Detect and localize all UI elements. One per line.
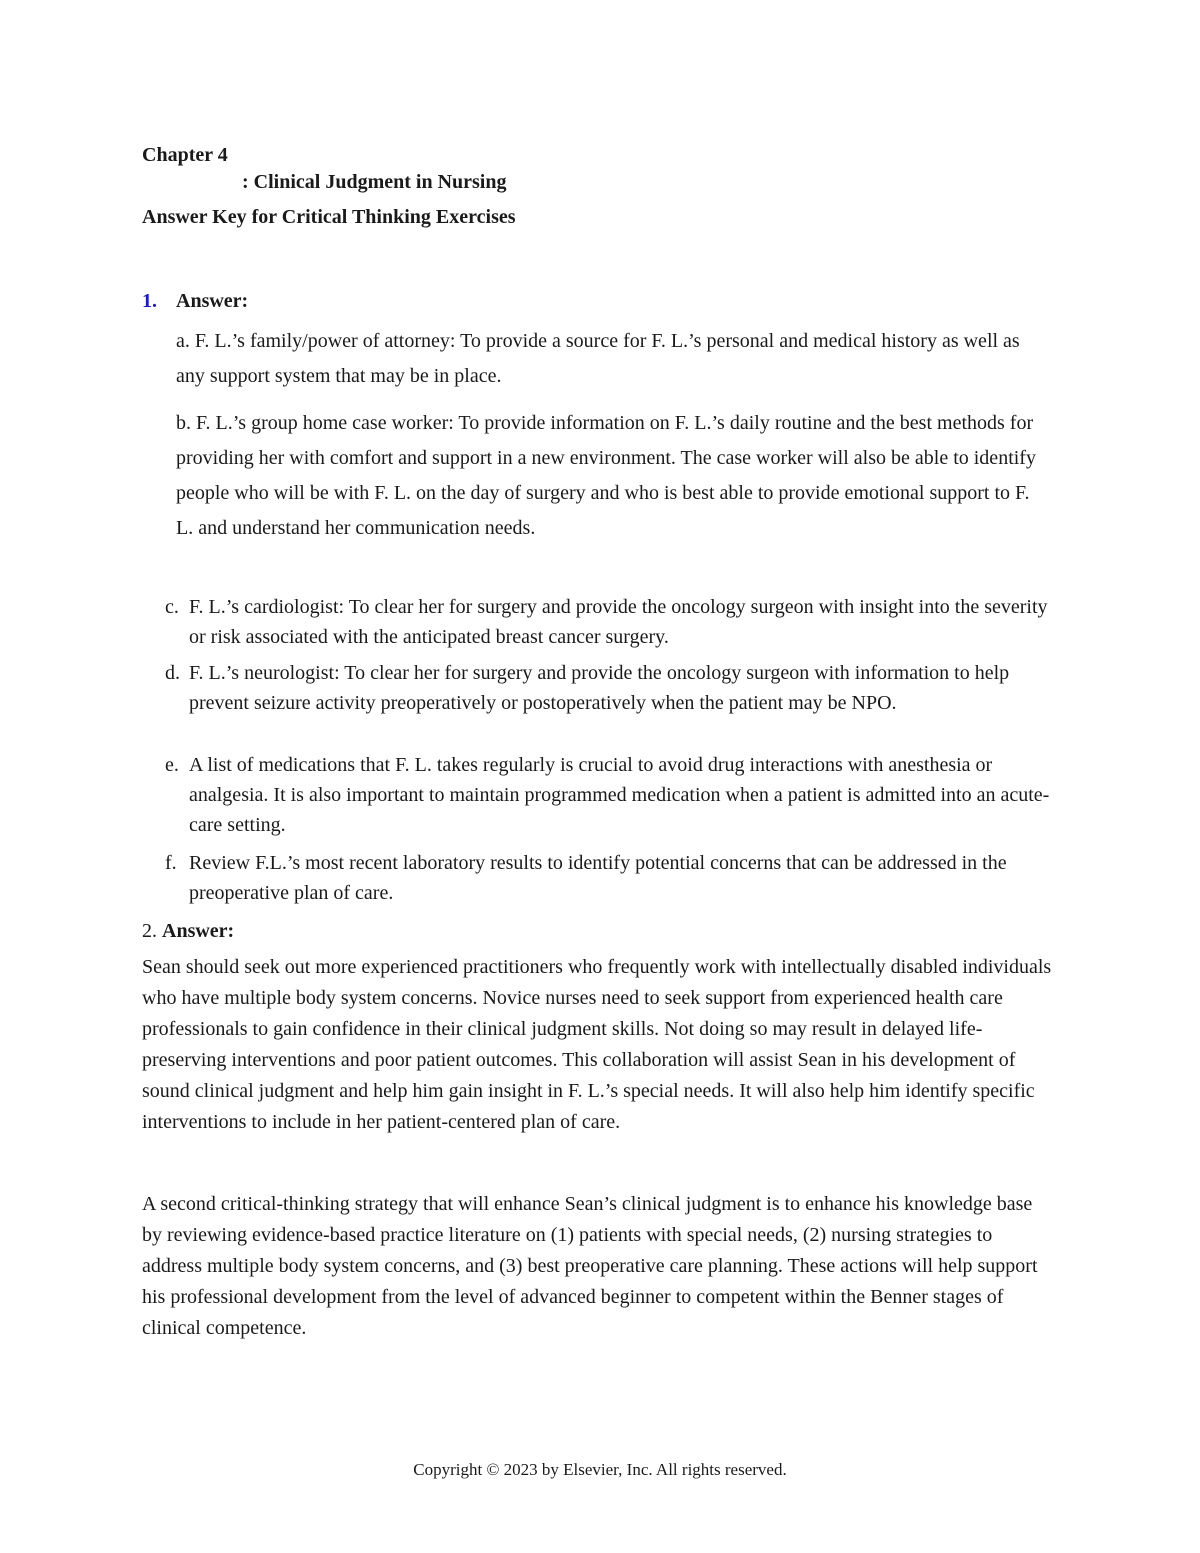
list-item-text: F. L.’s cardiologist: To clear her for surgery and provide the oncology surgeon with insight into the severity or risk associated with the anticipated breast cancer surgery. xyxy=(189,596,1048,648)
list-item-marker: e. xyxy=(165,754,179,776)
answer-2-paragraph-1: Sean should seek out more experienced practitioners who frequently work with intellectually disabled individuals who have multiple body system concerns. Novice nurses need to seek support from experienced health care professionals to gain confidence in their clinical judgment skills. Not doing so may result in delayed life-preserving interventions and poor patient outcomes. This collaboration will assist Sean in his development of sound clinical judgment and help him gain insight in F. L.’s special needs. It will also help him identify specific interventions to include in her patient-centered plan of care. xyxy=(142,956,1052,1133)
question-1-number: 1. xyxy=(142,290,157,312)
copyright-footer: Copyright © 2023 by Elsevier, Inc. All rights reserved. xyxy=(413,1460,787,1479)
chapter-heading: Chapter 4 xyxy=(142,144,228,166)
answer-item-a: a. F. L.’s family/power of attorney: To provide a source for F. L.’s personal and medical history as well as any support system that may be in place. xyxy=(176,330,1020,387)
list-item-marker: f. xyxy=(165,852,177,874)
list-item-marker: d. xyxy=(165,662,180,684)
question-1-answer-label: Answer: xyxy=(176,290,249,312)
chapter-subtitle: : Clinical Judgment in Nursing xyxy=(242,171,507,193)
question-2-heading xyxy=(142,920,234,943)
question-2-number: 2. xyxy=(142,920,157,942)
answer-2-paragraph-2: A second critical-thinking strategy that will enhance Sean’s clinical judgment is to enhance his knowledge base by reviewing evidence-based practice literature on (1) patients with special needs, (2) nursing strategies to address multiple body system concerns, and (3) best preoperative care planning. These actions will help support his professional development from the level of advanced beginner to competent within the Benner stages of clinical competence. xyxy=(142,1193,1038,1339)
list-item-marker: c. xyxy=(165,596,179,618)
list-item-text: Review F.L.’s most recent laboratory results to identify potential concerns that can be addressed in the preoperative plan of care. xyxy=(189,852,1007,904)
list-item-text: F. L.’s neurologist: To clear her for surgery and provide the oncology surgeon with information to help prevent seizure activity preoperatively or postoperatively when the patient may be NPO. xyxy=(189,662,1010,714)
question-2-answer-label: Answer: xyxy=(162,920,235,942)
answer-key-title: Answer Key for Critical Thinking Exercises xyxy=(142,206,516,228)
answer-item-b: b. F. L.’s group home case worker: To provide information on F. L.’s daily routine and the best methods for providing her with comfort and support in a new environment. The case worker will also be able to identify people who will be with F. L. on the day of surgery and who is best able to provide emotional support to F. L. and understand her communication needs. xyxy=(176,412,1036,539)
list-item-text: A list of medications that F. L. takes regularly is crucial to avoid drug interactions with anesthesia or analgesia. It is also important to maintain programmed medication when a patient is admitted into an acute-care setting. xyxy=(189,754,1050,836)
